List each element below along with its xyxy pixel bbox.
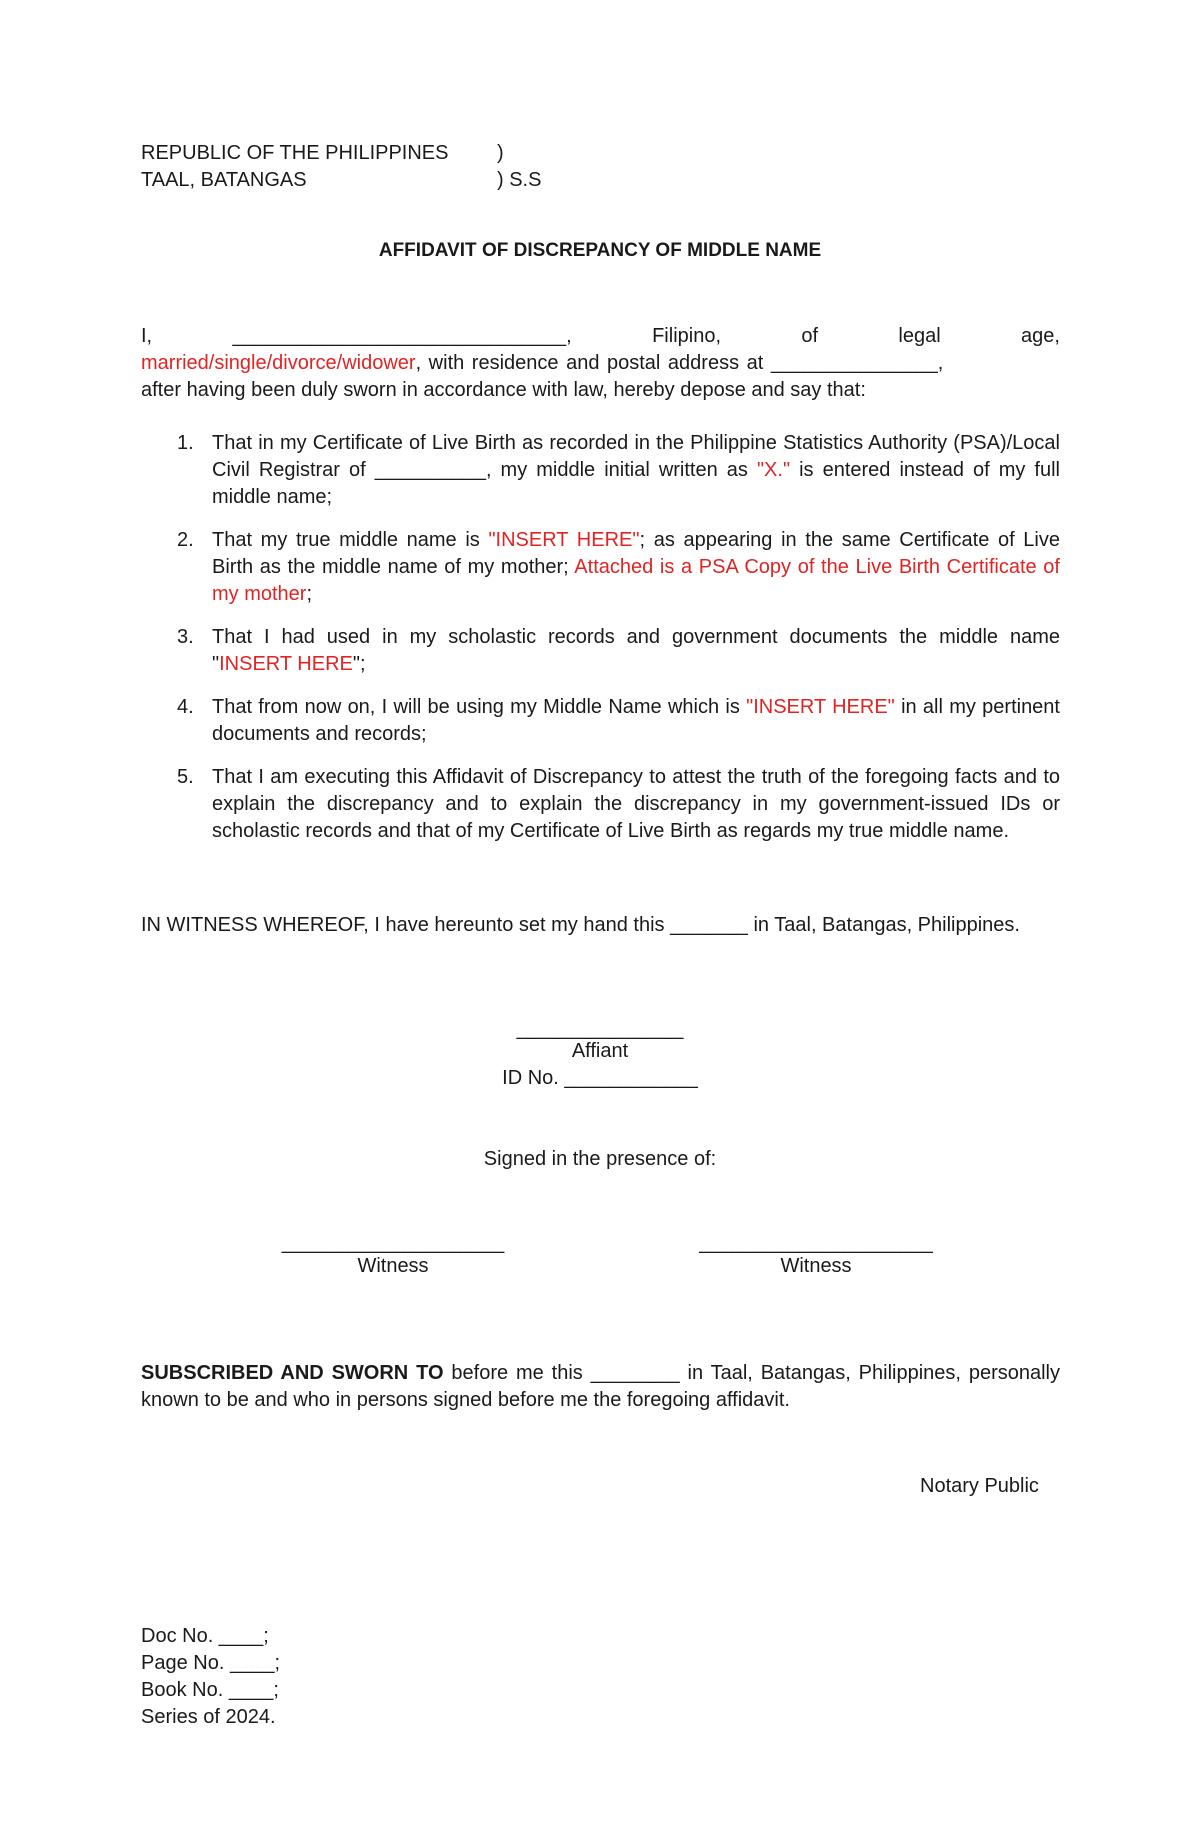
civil-status-options: married/single/divorce/widower	[141, 352, 416, 374]
item-text: That in my Certificate of Live Birth as recorded in the Philippine Statistics Authority (PSA)/Local Civil Registrar of __________, my middle initial written as	[212, 432, 1060, 481]
book-number-line: Book No. ____;	[141, 1679, 279, 1701]
statement-item-3	[141, 624, 1060, 678]
signed-in-presence: Signed in the presence of:	[483, 1148, 717, 1170]
item-highlight: "INSERT HERE"	[746, 696, 895, 718]
header-republic-text: REPUBLIC OF THE PHILIPPINES	[141, 142, 449, 164]
item-highlight: INSERT HERE	[219, 653, 353, 675]
intro-line-2	[141, 350, 1060, 377]
item-number: 3.	[177, 626, 194, 648]
intro-of: of	[801, 325, 819, 347]
item-number: 2.	[177, 529, 194, 551]
item-text: is entered instead of my full middle name;	[212, 459, 1060, 508]
item-highlight: Attached is a PSA Copy of the Live Birth Certificate of my mother	[212, 556, 1060, 605]
affiant-id-number: ID No. ____________	[502, 1067, 698, 1089]
numbered-statements	[141, 430, 1060, 861]
doc-number-line: Doc No. ____;	[141, 1625, 269, 1647]
item-text: That I am executing this Affidavit of Discrepancy to attest the truth of the foregoing facts and to explain the discrepancy and to explain the discrepancy in my government-issued IDs or scholastic records and that of my Certificate of Live Birth as regards my true middle name.	[212, 766, 1060, 842]
item-number: 1.	[177, 432, 194, 454]
item-highlight: "INSERT HERE"	[488, 529, 640, 551]
witness-1-signature-line: ____________________	[281, 1232, 505, 1254]
intro-name-blank: ______________________________,	[232, 325, 572, 347]
statement-item-1	[141, 430, 1060, 511]
header-province-paren: ) S.S	[497, 169, 542, 191]
affiant-signature-line: _______________	[516, 1018, 684, 1040]
page-number-line: Page No. ____;	[141, 1652, 280, 1674]
intro-paragraph	[141, 323, 1060, 404]
subscribed-paragraph	[141, 1360, 1060, 1414]
intro-age: age,	[1021, 325, 1060, 347]
item-number: 4.	[177, 696, 194, 718]
notary-public-label: Notary Public	[920, 1475, 1039, 1497]
subscribed-rest: before me this ________ in Taal, Batangas, Philippines, personally known to be and who in persons signed before me the foregoing affidavit.	[141, 1362, 1060, 1411]
intro-residence: , with residence and postal address at _______________,	[415, 352, 944, 374]
item-text: ;	[306, 583, 313, 605]
item-text: That my true middle name is	[212, 529, 489, 551]
header-province: TAAL, BATANGAS	[141, 169, 307, 191]
intro-filipino: Filipino,	[652, 325, 722, 347]
item-number: 5.	[177, 766, 194, 788]
subscribed-bold: SUBSCRIBED AND SWORN TO	[141, 1362, 444, 1384]
intro-i: I,	[141, 325, 153, 347]
header-republic-paren: )	[497, 142, 504, 164]
witness-paragraph: IN WITNESS WHEREOF, I have hereunto set my hand this _______ in Taal, Batangas, Philippines.	[141, 914, 1020, 936]
witness-2-signature-line: _____________________	[699, 1232, 933, 1254]
intro-line-3: after having been duly sworn in accordance with law, hereby depose and say that:	[141, 379, 866, 401]
item-text: That from now on, I will be using my Middle Name which is	[212, 696, 747, 718]
item-text: That I had used in my scholastic records and government documents the middle name "	[212, 626, 1060, 675]
statement-item-4	[141, 694, 1060, 748]
series-line: Series of 2024.	[141, 1706, 276, 1728]
header-republic	[141, 140, 449, 167]
document-title: AFFIDAVIT OF DISCREPANCY OF MIDDLE NAME	[378, 240, 822, 261]
affiant-label: Affiant	[571, 1040, 629, 1062]
statement-item-2	[141, 527, 1060, 608]
witness-2-label: Witness	[780, 1255, 852, 1277]
statement-item-5	[141, 764, 1060, 845]
intro-line-1	[141, 323, 1060, 350]
item-highlight: "X."	[756, 459, 791, 481]
witness-1-label: Witness	[357, 1255, 429, 1277]
intro-legal: legal	[898, 325, 941, 347]
item-text: ";	[352, 653, 366, 675]
item-text: ; as appearing in the same Certificate of Live Birth as the middle name of my mother;	[212, 529, 1060, 578]
item-text: in all my pertinent documents and records;	[212, 696, 1060, 745]
